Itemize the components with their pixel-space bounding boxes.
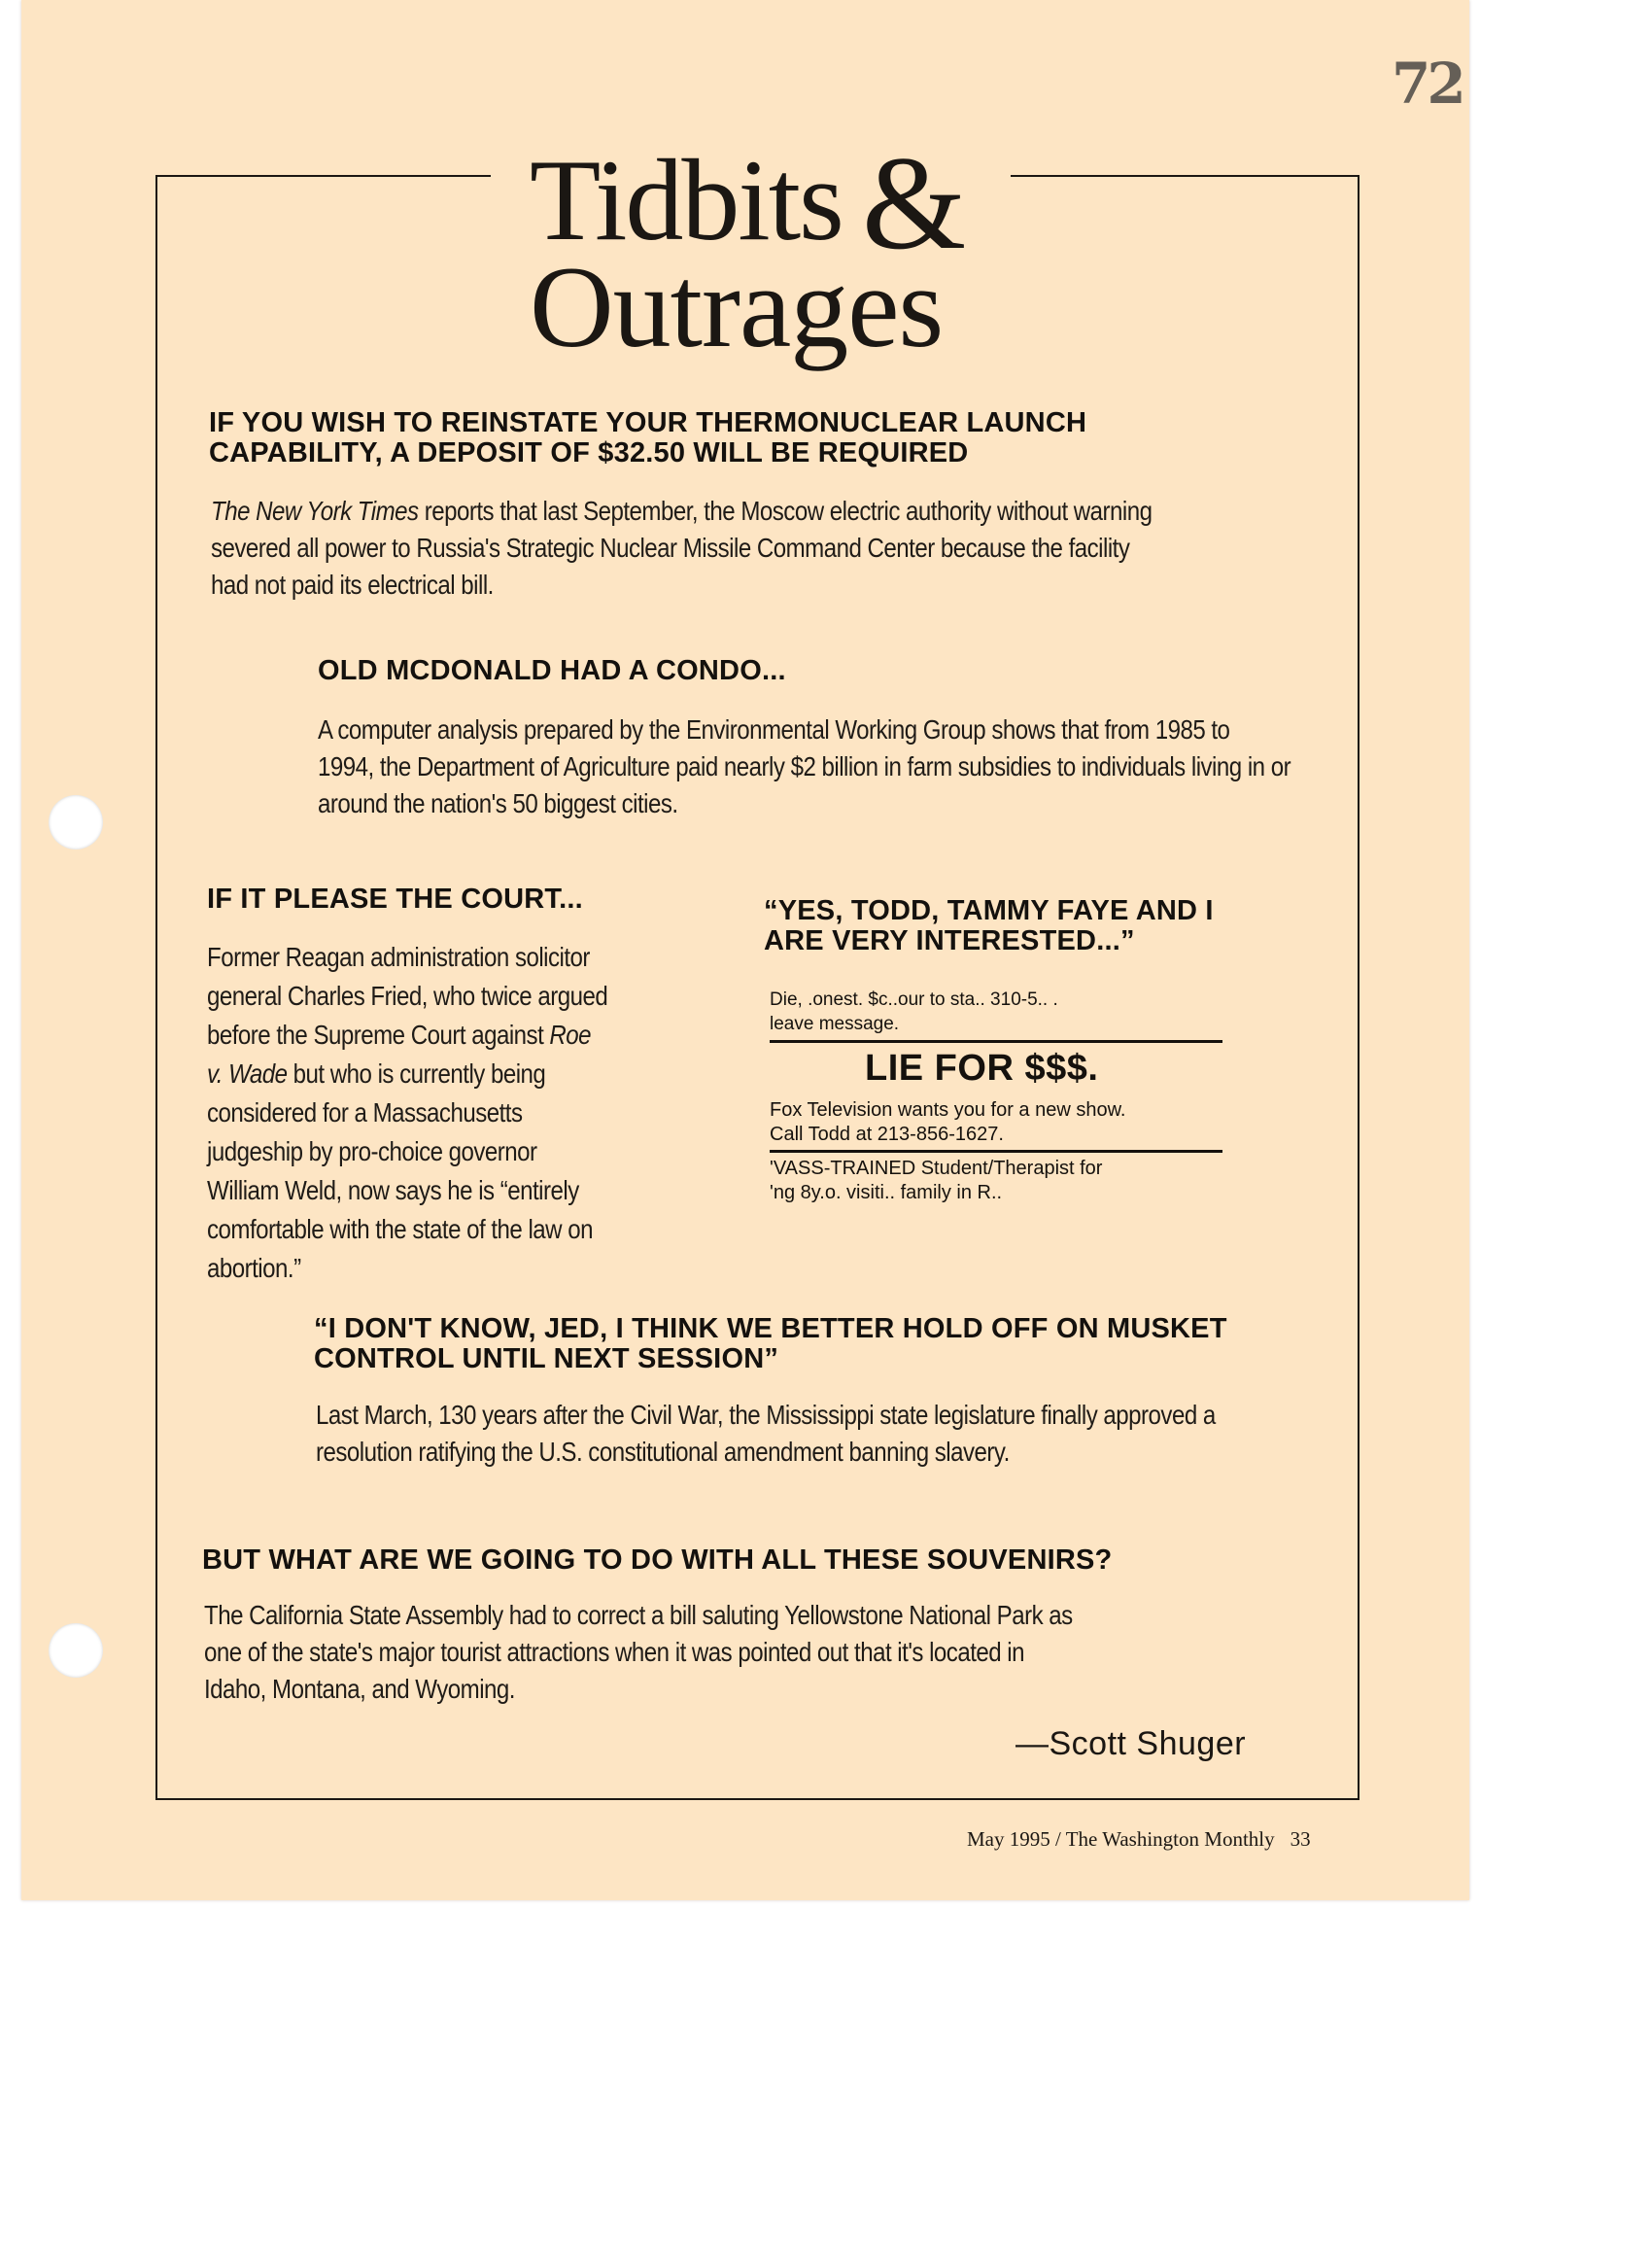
ad-text: Call Todd at 213-856-1627.: [770, 1124, 1004, 1145]
masthead-title: Tidbits: [530, 135, 843, 264]
item-body: Last March, 130 years after the Civil War, the Mississippi state legislature finally approved a resolution ratifying the U.S. constitutional amendment banning slavery.: [316, 1400, 1216, 1467]
item-text: but who is currently being considered for a Massachusetts judgeship by pro-choice governor William Weld, now says he is “entirely comfortable with the state of the law on abortion.”: [207, 1058, 593, 1283]
page-footer: [967, 1827, 1311, 1852]
binder-hole: [49, 1623, 103, 1678]
ad-divider: [770, 1040, 1222, 1043]
item-body: The California State Assembly had to correct a bill saluting Yellowstone National Park as one of the state's major tourist attractions when it was pointed out that it's located in Idaho, Montana, and Wyoming.: [204, 1600, 1073, 1704]
ad-divider: [770, 1150, 1222, 1153]
ad-headline: LIE FOR $$$.: [865, 1048, 1099, 1089]
classified-ad-clipping: [768, 989, 1224, 1223]
ad-text: Fox Television wants you for a new show.: [770, 1099, 1126, 1121]
author-byline: —Scott Shuger: [1015, 1725, 1247, 1762]
item-headline: OLD MCDONALD HAD A CONDO...: [318, 655, 786, 686]
masthead-ampersand: &: [862, 128, 967, 277]
item-body: A computer analysis prepared by the Environmental Working Group shows that from 1985 to 1994, the Department of Agriculture paid nearly $2 billion in farm subsidies to individuals living in or around the nation's 50 biggest cities.: [318, 714, 1291, 818]
item-headline: BUT WHAT ARE WE GOING TO DO WITH ALL THESE SOUVENIRS?: [202, 1544, 1113, 1576]
corner-stamp: 72: [1392, 51, 1463, 117]
page-number: 33: [1290, 1827, 1311, 1851]
item-headline: IF IT PLEASE THE COURT...: [207, 884, 583, 915]
masthead-subtitle: Outrages: [530, 242, 944, 371]
item-headline: IF YOU WISH TO REINSTATE YOUR THERMONUCLEAR LAUNCH CAPABILITY, A DEPOSIT OF $32.50 WILL BE REQUIRED: [209, 407, 1087, 468]
issue-info: May 1995 / The Washington Monthly: [967, 1827, 1275, 1851]
case-name: Roe v. Wade: [207, 1020, 592, 1089]
item-body: [211, 493, 1172, 604]
ad-fragment: 'ng 8y.o. visiti.. family in R..: [770, 1182, 1003, 1203]
item-body: [207, 938, 608, 1288]
ad-fragment: Die, .onest. $c..our to sta.. 310-5.. .: [770, 989, 1058, 1010]
ad-fragment: leave message.: [770, 1014, 900, 1034]
item-text: reports that last September, the Moscow electric authority without warning severed all power to Russia's Strategic Nuclear Missile Command Center because the facility had not paid its electrical bill.: [211, 496, 1153, 600]
item-headline: “I DON'T KNOW, JED, I THINK WE BETTER HOLD OFF ON MUSKET CONTROL UNTIL NEXT SESSION”: [314, 1313, 1227, 1374]
item-text: Former Reagan administration solicitor general Charles Fried, who twice argued before the Supreme Court against: [207, 942, 608, 1050]
item-headline: “YES, TODD, TAMMY FAYE AND I ARE VERY INTERESTED...”: [764, 895, 1214, 956]
binder-hole: [49, 795, 103, 850]
ad-fragment: 'VASS-TRAINED Student/Therapist for: [770, 1158, 1103, 1179]
item-source: The New York Times: [211, 496, 419, 526]
masthead: [491, 128, 1011, 371]
